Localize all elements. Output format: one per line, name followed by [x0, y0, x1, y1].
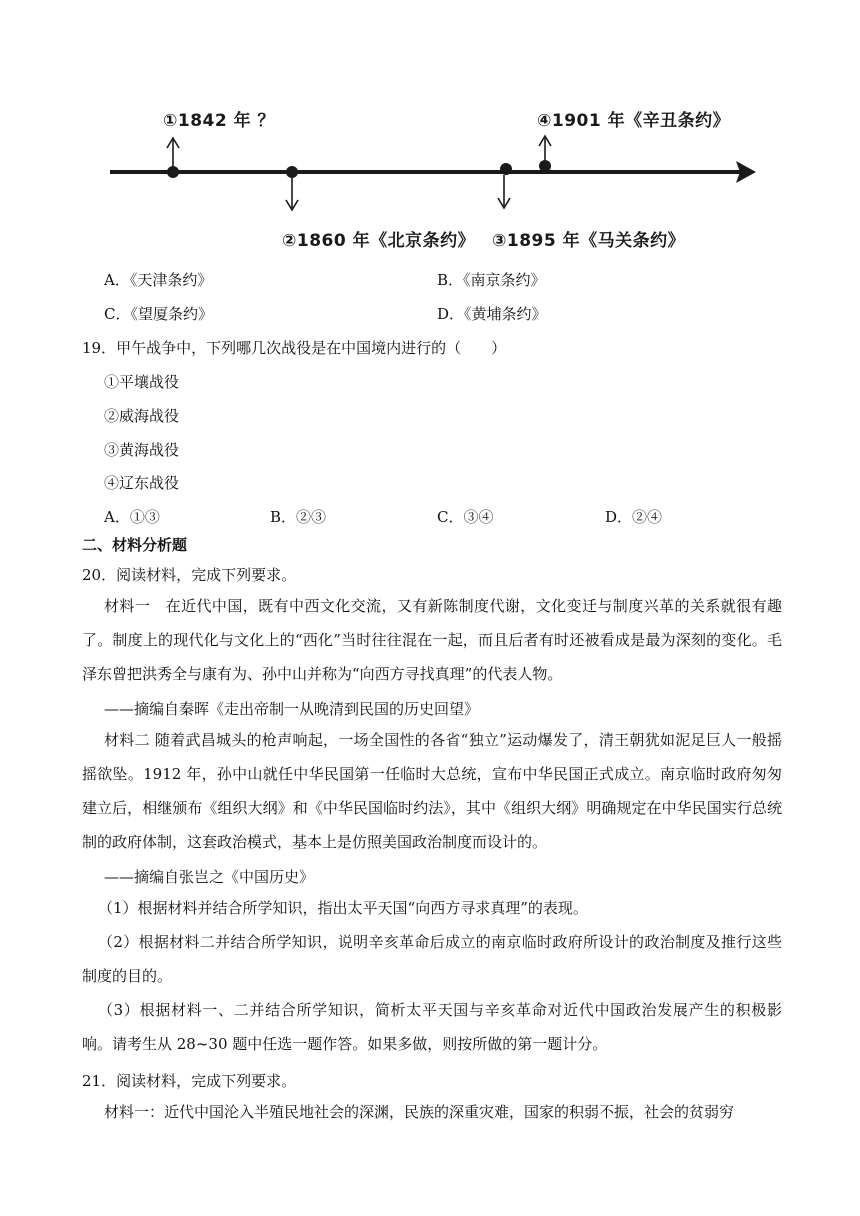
q19-item-1: ①平壤战役 [104, 373, 180, 391]
timeline-point-4 [539, 160, 551, 172]
q20-source-2: ——摘编自张岂之《中国历史》 [104, 868, 315, 886]
q19-option-a[interactable]: A．①③ [104, 508, 160, 526]
q20-material-2: 材料二 随着武昌城头的枪声响起，一场全国性的各省“独立”运动爆发了，清王朝犹如泥足巨人一般摇摇欲坠。1912 年，孙中山就任中华民国第一任临时大总统，宣布中华民国正式成立。南京临时政府匆匆建立后，相继颁布《组织大纲》和《中华民国临时约法》，其中《组织大纲》明确规定在中华民国实行总统制的政府体制，这套政治模式，基本上是仿照美国政治制度而设计的。 [82, 731, 782, 851]
q19-item-2: ②威海战役 [104, 407, 180, 425]
timeline-label-1842: ①1842 年 ？ [163, 111, 276, 131]
timeline-label-1860: ②1860 年《北京条约》 [282, 231, 476, 251]
q19-stem: 19．甲午战争中，下列哪几次战役是在中国境内进行的（ ） [82, 339, 507, 357]
timeline-label-1901: ④1901 年《辛丑条约》 [537, 111, 731, 131]
q19-option-b[interactable]: B．②③ [270, 508, 327, 526]
timeline-point-1 [167, 166, 179, 178]
q20-material-1: 材料一 在近代中国，既有中西文化交流，又有新陈制度代谢，文化变迁与制度兴革的关系就很有趣了。制度上的现代化与文化上的“西化”当时往往混在一起，而且后者有时还被看成是最为深刻的变化。毛泽东曾把洪秀全与康有为、孙中山并称为“向西方寻找真理”的代表人物。 [82, 597, 782, 683]
q19-option-d[interactable]: D．②④ [605, 508, 663, 526]
q21-material-1: 材料一：近代中国沦入半殖民地社会的深渊，民族的深重灾难，国家的积弱不振，社会的贫弱穷 [104, 1103, 735, 1121]
q19-item-4: ④辽东战役 [104, 474, 180, 492]
q20-stem: 20．阅读材料，完成下列要求。 [82, 566, 297, 584]
section-heading: 二、材料分析题 [82, 536, 188, 554]
timeline-point-2 [286, 166, 298, 178]
q18-option-a[interactable]: A．《天津条约》 [104, 271, 213, 289]
q20-subquestion-1: （1）根据材料并结合所学知识，指出太平天国“向西方寻求真理”的表现。 [98, 899, 588, 917]
q20-source-1: ——摘编自秦晖《走出帝制一从晚清到民国的历史回望》 [104, 700, 480, 718]
q19-option-c[interactable]: C．③④ [437, 508, 494, 526]
timeline-label-1895: ③1895 年《马关条约》 [492, 231, 686, 251]
q19-item-3: ③黄海战役 [104, 441, 180, 459]
timeline-figure [100, 96, 760, 256]
q21-stem: 21．阅读材料，完成下列要求。 [82, 1072, 297, 1090]
q18-option-c[interactable]: C．《望厦条约》 [104, 305, 213, 323]
q18-option-d[interactable]: D．《黄埔条约》 [437, 305, 547, 323]
q20-subquestion-3: （3）根据材料一、二并结合所学知识，简析太平天国与辛亥革命对近代中国政治发展产生的积极影响。请考生从 28~30 题中任选一题作答。如果多做，则按所做的第一题计分。 [82, 1001, 782, 1053]
q18-option-b[interactable]: B．《南京条约》 [437, 271, 546, 289]
q20-subquestion-2: （2）根据材料二并结合所学知识，说明辛亥革命后成立的南京临时政府所设计的政治制度及推行这些制度的目的。 [82, 933, 782, 985]
timeline-point-3 [500, 163, 512, 175]
